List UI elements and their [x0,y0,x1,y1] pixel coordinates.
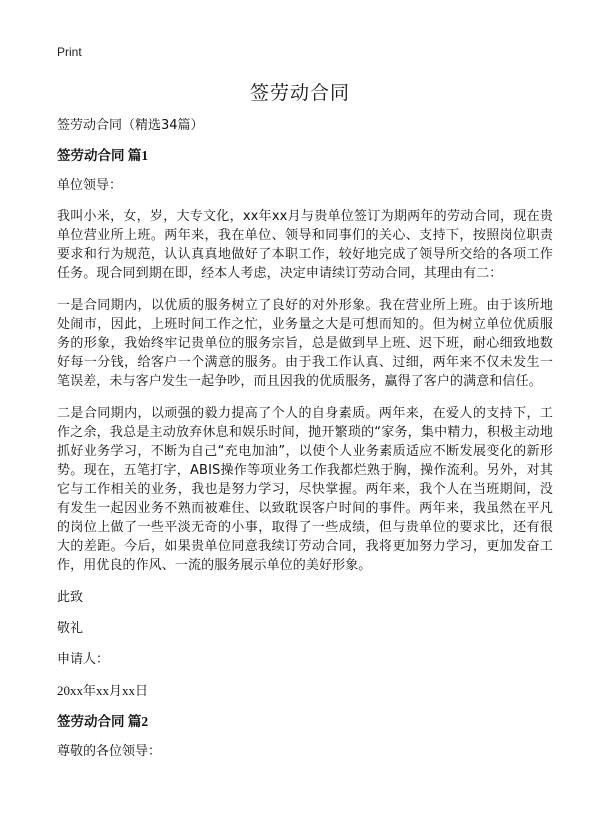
closing-line: 敬礼 [57,621,84,636]
document-subtitle: 签劳动合同（精选34篇） [57,118,204,133]
date-line: 20xx年xx月xx日 [57,683,149,698]
applicant-line: 申请人： [57,652,110,667]
document-body [57,116,553,773]
salutation: 尊敬的各位领导： [57,744,162,759]
print-label[interactable]: Print [57,45,82,59]
body-paragraph: 一是合同期内，以优质的服务树立了良好的对外形象。我在营业所上班。由于该所地处闹市，因此，上班时间工作之忙，业务量之大是可想而知的。但为树立单位优质服务的形象，我始终牢记贵单位的服务宗旨，总是做到早上班、迟下班，耐心细致地数好每一分钱，给客户一个满意的服务。由于我工作认真、过细，两年来不仅未发生一笔误差，未与客户发生一起争吵，而且因我的优质服务，赢得了客户的满意和信任。 [57,298,553,389]
body-paragraph: 我叫小米，女，岁，大专文化，xx年xx月与贵单位签订为期两年的劳动合同，现在贵单位营业所上班。两年来，我在单位、领导和同事们的关心、支持下，按照岗位职责要求和行为规范，认认真真地做好了本职工作，较好地完成了领导所交给的各项工作任务。现合同到期在即，经本人考虑，决定申请续订劳动合同，其理由有二： [57,209,553,281]
section-heading: 签劳动合同 篇2 [57,714,149,729]
section-heading: 签劳动合同 篇1 [57,148,149,163]
body-paragraph: 二是合同期内，以顽强的毅力提高了个人的自身素质。两年来，在爱人的支持下，工作之余，我总是主动放弃休息和娱乐时间，抛开繁琐的“家务，集中精力，积极主动地抓好业务学习，不断为自己“充电加油”，以使个人业务素质适应不断发展变化的新形势。现在，五笔打字，ABIS操作等项业务工作我都烂熟于胸，操作流利。另外，对其它与工作相关的业务，我也是努力学习，尽快掌握。两年来，我个人在当班期间，没有发生一起因业务不熟而被难住、以致耽误客户时间的事件。两年来，我虽然在平凡的岗位上做了一些平淡无奇的小事，取得了一些成绩，但与贵单位的要求比，还有很大的差距。今后，如果贵单位同意我续订劳动合同，我将更加努力学习，更加发奋工作，用优良的作风、一流的服务展示单位的美好形象。 [57,406,553,573]
salutation: 单位领导： [57,178,123,193]
document-title: 签劳动合同 [249,82,350,104]
closing-line: 此致 [57,590,84,605]
